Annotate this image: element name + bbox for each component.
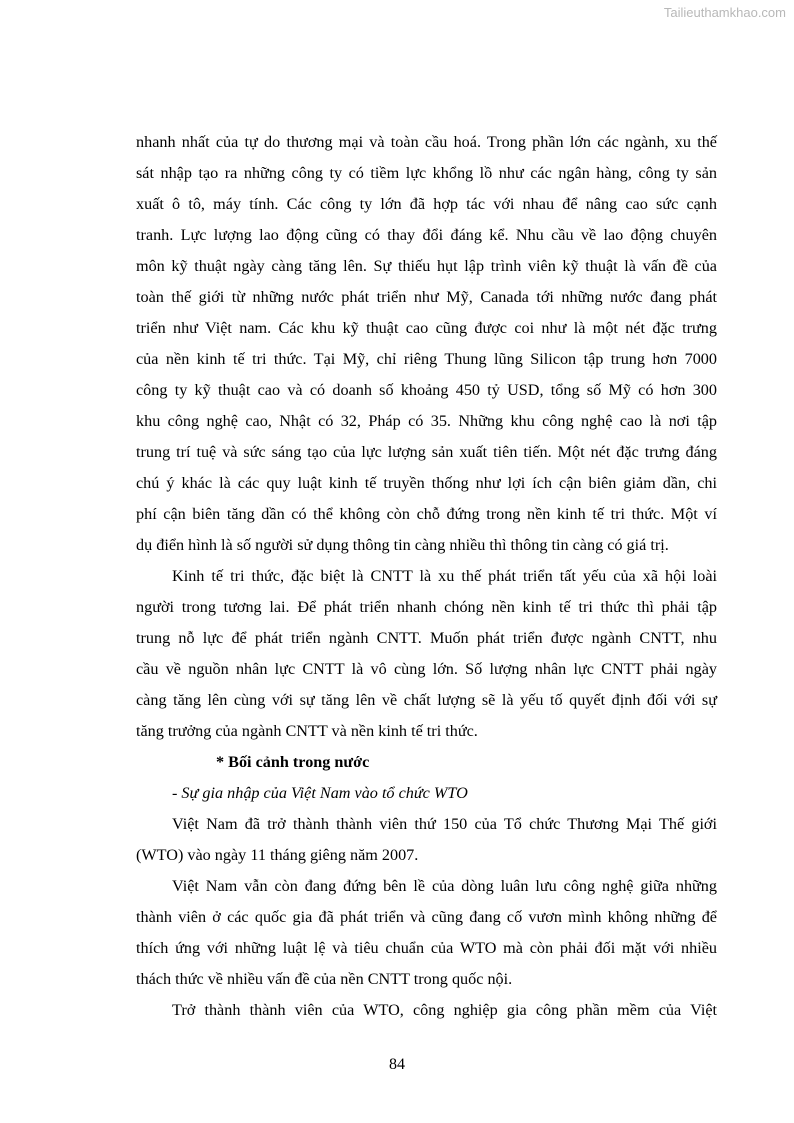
text-line: của nền kinh tế tri thức. Tại Mỹ, chỉ riêng Thung lũng Silicon tập trung hơn 7000 bbox=[136, 350, 717, 368]
paragraph-2 bbox=[136, 561, 717, 747]
section-heading: * Bối cảnh trong nước bbox=[216, 753, 370, 771]
text-line: (WTO) vào ngày 11 tháng giêng năm 2007. bbox=[136, 846, 419, 864]
text-line: phí cận biên tăng dần có thể không còn chỗ đứng trong nền kinh tế tri thức. Một ví bbox=[136, 505, 717, 523]
subsection-heading: - Sự gia nhập của Việt Nam vào tổ chức WTO bbox=[172, 784, 468, 802]
text-line: sát nhập tạo ra những công ty có tiềm lực khổng lồ như các ngân hàng, công ty sản bbox=[136, 164, 717, 182]
watermark-text: Tailieuthamkhao.com bbox=[663, 5, 786, 20]
text-line: xuất ô tô, máy tính. Các công ty lớn đã hợp tác với nhau để nâng cao sức cạnh bbox=[136, 195, 717, 213]
paragraph-5 bbox=[136, 995, 717, 1026]
paragraph-3 bbox=[136, 809, 717, 871]
page-number: 84 bbox=[389, 1056, 405, 1073]
paragraph-1 bbox=[136, 127, 717, 561]
text-line: toàn thế giới từ những nước phát triển như Mỹ, Canada tới những nước đang phát bbox=[136, 288, 717, 306]
text-line: càng tăng lên cùng với sự tăng lên về chất lượng sẽ là yếu tố quyết định đối với sự bbox=[136, 691, 717, 709]
text-line: thành viên ở các quốc gia đã phát triển và cũng đang cố vươn mình không những để bbox=[136, 908, 717, 926]
text-line: dụ điển hình là số người sử dụng thông tin càng nhiều thì thông tin càng có giá trị. bbox=[136, 536, 669, 554]
text-line: cầu về nguồn nhân lực CNTT là vô cùng lớn. Số lượng nhân lực CNTT phải ngày bbox=[136, 660, 717, 678]
text-line: chú ý khác là các quy luật kinh tế truyền thống như lợi ích cận biên giảm dần, chi bbox=[136, 474, 717, 492]
text-line: thích ứng với những luật lệ và tiêu chuẩn của WTO mà còn phải đối mặt với nhiều bbox=[136, 939, 717, 957]
text-line: trung trí tuệ và sức sáng tạo của lực lượng sản xuất tiên tiến. Một nét đặc trưng đáng bbox=[136, 443, 717, 461]
text-line: triển như Việt nam. Các khu kỹ thuật cao cũng được coi như là một nét đặc trưng bbox=[136, 319, 717, 337]
text-line: Việt Nam đã trở thành thành viên thứ 150 của Tổ chức Thương Mại Thế giới bbox=[172, 815, 717, 833]
paragraph-4 bbox=[136, 871, 717, 995]
text-line: Việt Nam vẫn còn đang đứng bên lề của dòng luân lưu công nghệ giữa những bbox=[172, 877, 717, 895]
text-line: tranh. Lực lượng lao động cũng có thay đổi đáng kể. Nhu cầu về lao động chuyên bbox=[136, 226, 717, 244]
text-line: tăng trưởng của ngành CNTT và nền kinh tế tri thức. bbox=[136, 722, 478, 740]
text-line: người trong tương lai. Để phát triển nhanh chóng nền kinh tế tri thức thì phải tập bbox=[136, 598, 717, 616]
text-line: Trở thành thành viên của WTO, công nghiệp gia công phần mềm của Việt bbox=[172, 1001, 717, 1019]
text-line: trung nỗ lực để phát triển ngành CNTT. Muốn phát triển được ngành CNTT, nhu bbox=[136, 629, 717, 647]
text-line: môn kỹ thuật ngày càng tăng lên. Sự thiếu hụt lập trình viên kỹ thuật là vấn đề của bbox=[136, 257, 717, 275]
text-line: công ty kỹ thuật cao và có doanh số khoảng 450 tỷ USD, tổng số Mỹ có hơn 300 bbox=[136, 381, 717, 399]
text-line: thách thức về nhiều vấn đề của nền CNTT trong quốc nội. bbox=[136, 970, 513, 988]
text-line: nhanh nhất của tự do thương mại và toàn cầu hoá. Trong phần lớn các ngành, xu thế bbox=[136, 133, 717, 151]
text-line: Kinh tế tri thức, đặc biệt là CNTT là xu thế phát triển tất yếu của xã hội loài bbox=[172, 567, 717, 585]
text-line: khu công nghệ cao, Nhật có 32, Pháp có 35. Những khu công nghệ cao là nơi tập bbox=[136, 412, 717, 430]
document-body bbox=[136, 127, 717, 1026]
